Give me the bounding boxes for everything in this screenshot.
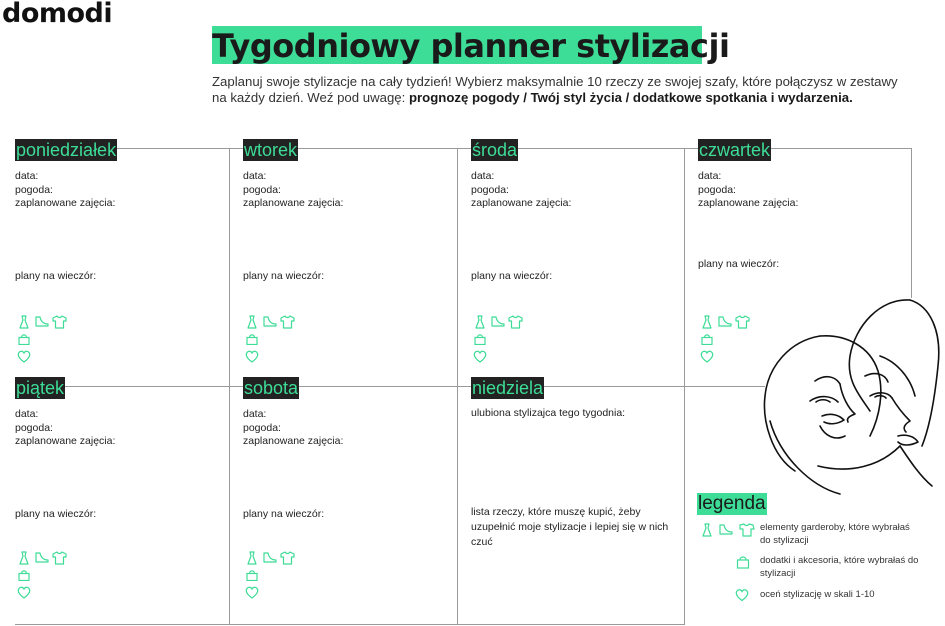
legend-heart-icon xyxy=(735,588,749,602)
day-name: sobota xyxy=(244,378,299,398)
weather-label: pogoda: xyxy=(243,183,281,196)
weather-label: pogoda: xyxy=(15,183,53,196)
evening-label: plany na wieczór: xyxy=(15,270,97,282)
day-friday xyxy=(15,377,230,607)
evening-label: plany na wieczór: xyxy=(15,508,97,520)
weather-label: pogoda: xyxy=(243,421,281,434)
day-name: wtorek xyxy=(244,140,298,160)
grid-bottom-line xyxy=(15,624,685,625)
evening-label: plany na wieczór: xyxy=(471,270,553,282)
intro-plain: Zaplanuj swoje stylizacje na cały tydzień! Wybierz maksymalnie 10 rzeczy ze swojej szafy, które połączysz w zestawy na każdy dzień. Weź pod uwagę: xyxy=(212,74,898,105)
legend-text-rating: oceń stylizację w skali 1-10 xyxy=(760,589,875,600)
heart-icon xyxy=(245,586,259,599)
bag-icon xyxy=(246,333,258,345)
dress-icon xyxy=(18,315,30,329)
day-monday xyxy=(15,139,230,369)
day-tuesday xyxy=(243,139,458,369)
bag-icon xyxy=(18,569,30,581)
weather-label: pogoda: xyxy=(471,183,509,196)
face-line-art-illustration xyxy=(760,296,945,496)
day-fields xyxy=(471,170,571,211)
intro-text xyxy=(212,74,912,106)
dress-icon xyxy=(474,315,486,329)
day-fields xyxy=(243,408,343,449)
date-label: data: xyxy=(243,408,267,420)
date-label: data: xyxy=(15,408,39,420)
date-label: data: xyxy=(698,170,722,182)
dress-icon xyxy=(246,315,258,329)
day-fields xyxy=(698,170,798,211)
domodi-logo: domodi xyxy=(2,0,113,29)
rating-icons xyxy=(18,551,78,599)
dress-icon xyxy=(701,315,713,329)
heart-icon xyxy=(17,586,31,599)
legend-title: legenda xyxy=(698,493,766,514)
intro-bold: prognozę pogody / Twój styl życia / dodatkowe spotkania i wydarzenia. xyxy=(408,90,853,105)
dress-shoe-tshirt-icons xyxy=(700,522,755,538)
day-sunday xyxy=(471,377,686,607)
rating-icons xyxy=(474,315,534,363)
bag-icon xyxy=(736,555,750,569)
day-wednesday xyxy=(471,139,686,369)
tshirt-icon xyxy=(735,315,750,329)
shoe-icon xyxy=(491,315,505,329)
rating-icons xyxy=(18,315,78,363)
dress-icon xyxy=(18,551,30,565)
day-fields xyxy=(15,170,115,211)
bag-icon xyxy=(246,569,258,581)
bag-icon xyxy=(474,333,486,345)
dress-icon xyxy=(246,551,258,565)
rating-icons xyxy=(246,551,306,599)
tshirt-icon xyxy=(280,315,295,329)
day-name: poniedziałek xyxy=(16,140,117,160)
page-title-block xyxy=(212,24,729,68)
day-fields xyxy=(15,408,115,449)
activities-label: zaplanowane zajęcia: xyxy=(243,435,344,447)
activities-label: zaplanowane zajęcia: xyxy=(698,197,799,209)
bag-icon xyxy=(18,333,30,345)
legend-clothing-icons xyxy=(700,522,755,538)
favorite-outfit-label: ulubiona stylizajca tego tygodnia: xyxy=(471,407,626,419)
page-title: Tygodniowy planner stylizacji xyxy=(212,27,730,65)
heart-icon xyxy=(17,350,31,363)
heart-icon xyxy=(473,350,487,363)
shopping-list-label: lista rzeczy, które muszę kupić, żeby uzupełnić moje stylizacje i lepiej się w nich czuć xyxy=(471,506,669,548)
rating-icons xyxy=(701,315,761,363)
evening-label: plany na wieczór: xyxy=(243,270,325,282)
rating-icons xyxy=(246,315,306,363)
grid-middle-line-right xyxy=(685,386,765,387)
heart-icon xyxy=(245,350,259,363)
shoe-icon xyxy=(35,551,49,565)
legend-text-accessories: dodatki i akcesoria, które wybrałaś do stylizacji xyxy=(760,555,919,579)
tshirt-icon xyxy=(52,315,67,329)
activities-label: zaplanowane zajęcia: xyxy=(471,197,572,209)
evening-label: plany na wieczór: xyxy=(698,258,780,270)
bag-icon xyxy=(701,333,713,345)
legend-text-clothing: elementy garderoby, które wybrałaś do stylizacji xyxy=(760,522,910,546)
heart-icon xyxy=(700,350,714,363)
shoe-icon xyxy=(718,315,732,329)
day-name: środa xyxy=(472,140,518,160)
date-label: data: xyxy=(15,170,39,182)
shoe-icon xyxy=(35,315,49,329)
tshirt-icon xyxy=(508,315,523,329)
day-saturday xyxy=(243,377,458,607)
day-name: piątek xyxy=(16,378,65,398)
weather-label: pogoda: xyxy=(698,183,736,196)
day-name: czwartek xyxy=(699,140,771,160)
evening-label: plany na wieczór: xyxy=(243,508,325,520)
heart-icon xyxy=(735,588,749,602)
activities-label: zaplanowane zajęcia: xyxy=(15,197,116,209)
legend-bag-icon xyxy=(736,555,750,569)
day-fields xyxy=(243,170,343,211)
date-label: data: xyxy=(471,170,495,182)
tshirt-icon xyxy=(280,551,295,565)
shoe-icon xyxy=(263,551,277,565)
date-label: data: xyxy=(243,170,267,182)
tshirt-icon xyxy=(52,551,67,565)
activities-label: zaplanowane zajęcia: xyxy=(243,197,344,209)
shoe-icon xyxy=(263,315,277,329)
activities-label: zaplanowane zajęcia: xyxy=(15,435,116,447)
day-name: niedziela xyxy=(472,378,544,398)
weather-label: pogoda: xyxy=(15,421,53,434)
